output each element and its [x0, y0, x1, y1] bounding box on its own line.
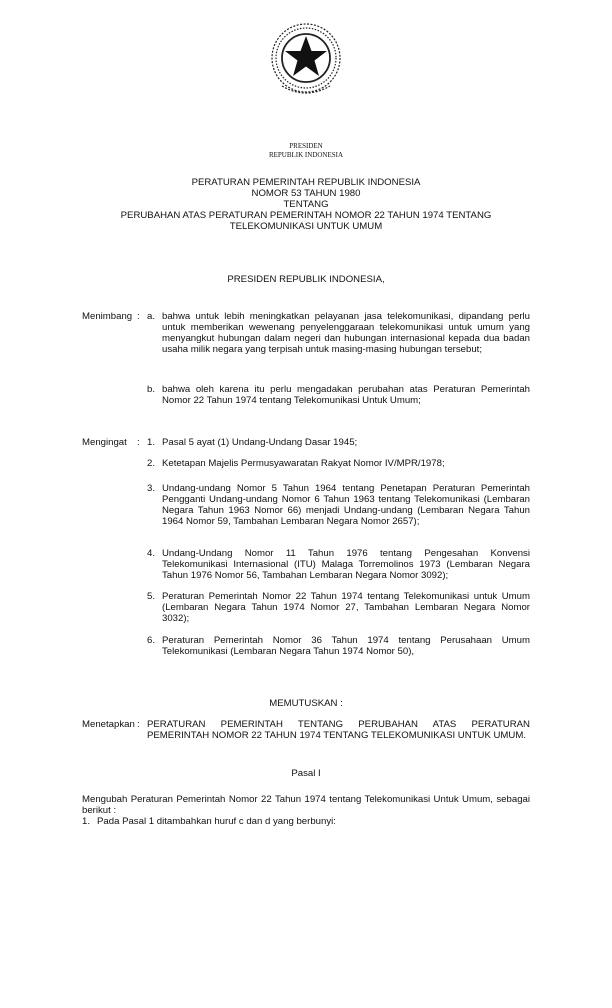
item-marker: b. [147, 384, 156, 395]
pasal-heading: Pasal I [291, 768, 321, 779]
emblem-caption-republic: REPUBLIK INDONESIA [268, 151, 344, 159]
menimbang-item-b: bahwa oleh karena itu perlu mengadakan perubahan atas Peraturan Pemerintah Nomor 22 Tahun 1974 tentang Telekomunikasi Untuk Umum; [162, 384, 530, 406]
colon: : [137, 311, 140, 322]
title-line-5: TELEKOMUNIKASI UNTUK UMUM [229, 221, 383, 232]
item-marker: 5. [147, 591, 156, 602]
title-line-3: TENTANG [283, 199, 329, 210]
item-marker: 3. [147, 483, 156, 494]
item-marker: 2. [147, 458, 156, 469]
item-marker: 4. [147, 548, 156, 559]
colon: : [137, 719, 140, 730]
item-marker: 1. [82, 816, 91, 827]
colon: : [137, 437, 140, 448]
title-line-1: PERATURAN PEMERINTAH REPUBLIK INDONESIA [191, 177, 421, 188]
mengingat-item-1: Pasal 5 ayat (1) Undang-Undang Dasar 1945; [162, 437, 358, 448]
body-paragraph: Mengubah Peraturan Pemerintah Nomor 22 Tahun 1974 tentang Telekomunikasi Untuk Umum, sebagai berikut : [82, 794, 530, 816]
menimbang-label: Menimbang [82, 311, 133, 322]
mengingat-item-4: Undang-Undang Nomor 11 Tahun 1976 tentang Pengesahan Konvensi Telekomunikasi Internasional (ITU) Malaga Torremolinos 1973 (Lembaran Negara Tahun 1976 Nomor 56, Tambahan Lembaran Negara Nomor 3092); [162, 548, 530, 581]
mengingat-item-3: Undang-undang Nomor 5 Tahun 1964 tentang Penetapan Peraturan Pemerintah Pengganti Undang-undang Nomor 6 Tahun 1963 tentang Telekomunikasi (Lembaran Negara Tahun 1963 Nomor 66) menjadi Undang-undang (Lembaran Negara Tahun 1964 Nomor 59, Tambahan Lembaran Negara Nomor 2657); [162, 483, 530, 527]
title-line-2: NOMOR 53 TAHUN 1980 [251, 188, 361, 199]
garuda-star-emblem-icon [268, 20, 344, 100]
item-marker: 1. [147, 437, 156, 448]
menimbang-item-a: bahwa untuk lebih meningkatkan pelayanan jasa telekomunikasi, dipandang perlu untuk memberikan wewenang penyelenggaraan telekomunikasi untuk umum yang menyangkut hubungan dalam negeri dan hubungan internasional kepada dua badan usaha milik negara yang terpisah untuk masing-masing hubungan tersebut; [162, 311, 530, 355]
mengingat-item-6: Peraturan Pemerintah Nomor 36 Tahun 1974 tentang Perusahaan Umum Telekomunikasi (Lembaran Negara Tahun 1974 Nomor 50), [162, 635, 530, 657]
menetapkan-label: Menetapkan [82, 719, 135, 730]
title-line-4: PERUBAHAN ATAS PERATURAN PEMERINTAH NOMOR 22 TAHUN 1974 TENTANG [120, 210, 492, 221]
body-item-1: Pada Pasal 1 ditambahkan huruf c dan d yang berbunyi: [97, 816, 336, 827]
item-marker: a. [147, 311, 156, 322]
menetapkan-text: PERATURAN PEMERINTAH TENTANG PERUBAHAN ATAS PERATURAN PEMERINTAH NOMOR 22 TAHUN 1974 TENTANG TELEKOMUNIKASI UNTUK UMUM. [147, 719, 530, 741]
memutuskan-heading: MEMUTUSKAN : [269, 698, 343, 709]
emblem-caption-president: PRESIDEN [289, 142, 323, 150]
preamble: PRESIDEN REPUBLIK INDONESIA, [227, 274, 385, 285]
item-marker: 6. [147, 635, 156, 646]
mengingat-item-2: Ketetapan Majelis Permusyawaratan Rakyat Nomor IV/MPR/1978; [162, 458, 445, 469]
mengingat-item-5: Peraturan Pemerintah Nomor 22 Tahun 1974 tentang Telekomunikasi untuk Umum (Lembaran Negara Tahun 1974 Nomor 27, Tambahan Lembaran Negara Nomor 3032); [162, 591, 530, 624]
mengingat-label: Mengingat [82, 437, 127, 448]
